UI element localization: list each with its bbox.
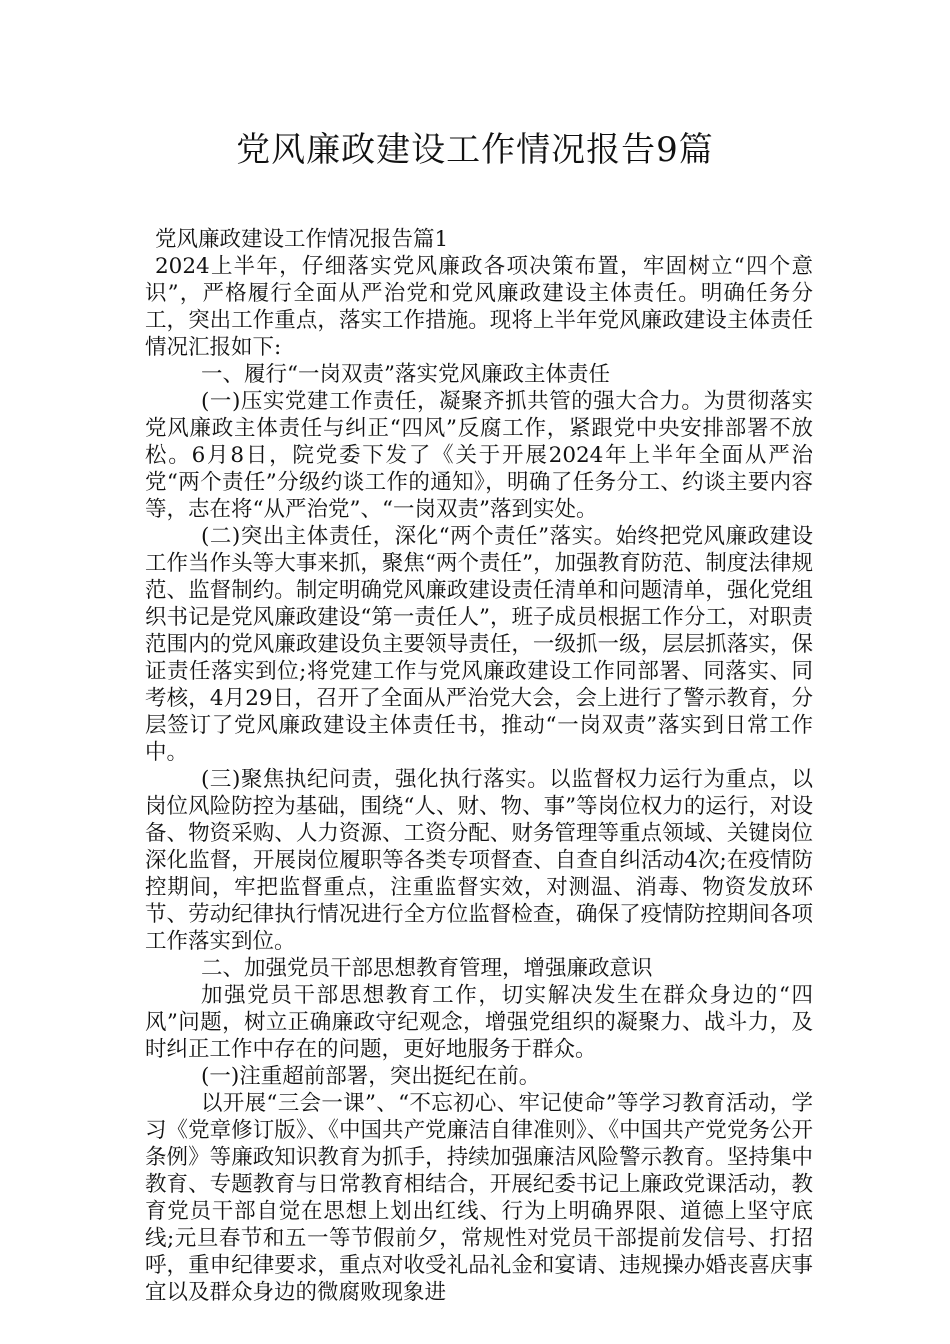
document-title: 党风廉政建设工作情况报告9篇: [236, 130, 714, 170]
heading-part-one: 一、履行“一岗双责”落实党风廉政主体责任: [201, 362, 610, 387]
section-heading: 党风廉政建设工作情况报告篇1: [155, 227, 449, 252]
paragraph-intro: 2024上半年，仔细落实党风廉政各项决策布置，牢固树立“四个意识”，严格履行全面从严治党和党风廉政建设主体责任。明确任务分工，突出工作重点，落实工作措施。现将上半年党风廉政建设主体责任情况汇报如下:: [145, 254, 813, 360]
paragraph-item-3: (三)聚焦执纪问责，强化执行落实。以监督权力运行为重点，以岗位风险防控为基础，围绕“人、财、物、事”等岗位权力的运行，对设备、物资采购、人力资源、工资分配、财务管理等重点领域、关键岗位深化监督，开展岗位履职等各类专项督查、自查自纠活动4次;在疫情防控期间，牢把监督重点，注重监督实效，对测温、消毒、物资发放环节、劳动纪律执行情况进行全方位监督检查，确保了疫情防控期间各项工作落实到位。: [145, 767, 813, 954]
subheading-item-1: (一)注重超前部署，突出挺纪在前。: [201, 1064, 541, 1089]
paragraph-item-1: (一)压实党建工作责任，凝聚齐抓共管的强大合力。为贯彻落实党风廉政主体责任与纠正“四风”反腐工作，紧跟党中央安排部署不放松。6月8日，院党委下发了《关于开展2024年上半年全面从严治党“两个责任”分级约谈工作的通知》，明确了任务分工、约谈主要内容等，志在将“从严治党”、“一岗双责”落到实处。: [145, 389, 813, 522]
heading-part-two: 二、加强党员干部思想教育管理，增强廉政意识: [201, 956, 653, 981]
paragraph-education: 以开展“三会一课”、“不忘初心、牢记使命”等学习教育活动，学习《党章修订版》、《中国共产党廉洁自律准则》、《中国共产党党务公开条例》等廉政知识教育为抓手，持续加强廉洁风险警示教育。坚持集中教育、专题教育与日常教育相结合，开展纪委书记上廉政党课活动，教育党员干部自觉在思想上划出红线、行为上明确界限、道德上坚守底线;元旦春节和五一等节假前夕，常规性对党员干部提前发信号、打招呼，重申纪律要求，重点对收受礼品礼金和宴请、违规操办婚丧喜庆事宜以及群众身边的微腐败现象进: [145, 1091, 813, 1305]
document-body: [145, 226, 813, 1306]
paragraph-part-two-intro: 加强党员干部思想教育工作，切实解决发生在群众身边的“四风”问题，树立正确廉政守纪观念，增强党组织的凝聚力、战斗力，及时纠正工作中存在的问题，更好地服务于群众。: [145, 983, 813, 1062]
paragraph-item-2: (二)突出主体责任，深化“两个责任”落实。始终把党风廉政建设工作当作头等大事来抓，聚焦“两个责任”，加强教育防范、制度法律规范、监督制约。制定明确党风廉政建设责任清单和问题清单，强化党组织书记是党风廉政建设“第一责任人”，班子成员根据工作分工，对职责范围内的党风廉政建设负主要领导责任，一级抓一级，层层抓落实，保证责任落实到位;将党建工作与党风廉政建设工作同部署、同落实、同考核，4月29日，召开了全面从严治党大会，会上进行了警示教育，分层签订了党风廉政建设主体责任书，推动“一岗双责”落实到日常工作中。: [145, 524, 813, 765]
